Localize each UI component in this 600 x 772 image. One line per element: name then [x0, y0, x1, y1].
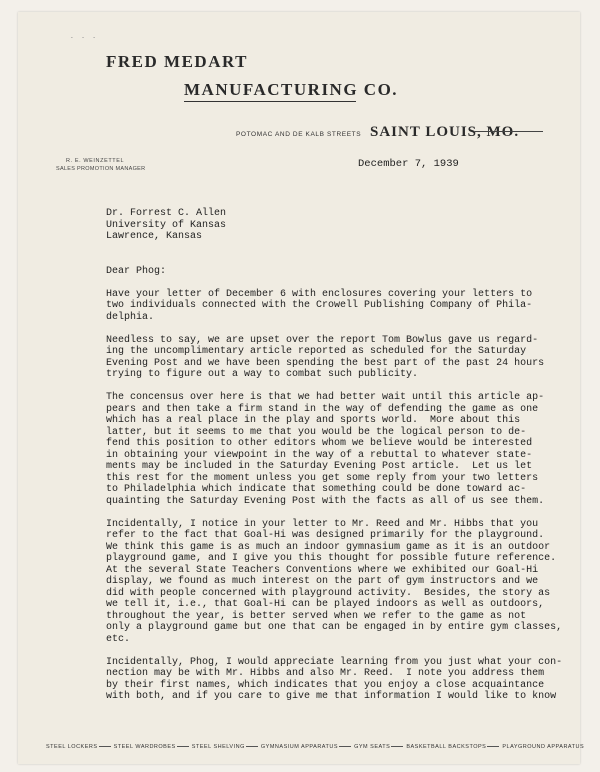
- address-line: Dr. Forrest C. Allen: [106, 208, 227, 219]
- paragraph-line: did with people concerned with playground activity. Besides, the story as: [106, 587, 551, 599]
- paragraph-line: two individuals connected with the Crowell Publishing Company of Phila-: [106, 300, 533, 311]
- footer-item: GYMNASIUM APPARATUS: [260, 744, 339, 750]
- letter-date: December 7, 1939: [358, 158, 459, 170]
- paragraph-line: only a playground game but one that can be engaged in by entire gym classes,: [106, 622, 563, 633]
- paragraph-line: we tell it, i.e., that Goal-Hi can be played indoors as well as outdoors,: [106, 599, 545, 610]
- paragraph-line: quainting the Saturday Evening Post with the facts as all of us see them.: [106, 495, 545, 507]
- paragraph-line: trying to figure out a way to combat such publicity.: [106, 369, 419, 380]
- paragraph-line: pears and then take a firm stand in the way of defending the game as one: [106, 403, 539, 415]
- paragraph-line: delphia.: [106, 311, 155, 323]
- salutation: Dear Phog:: [106, 265, 167, 277]
- paragraph-line: ing the uncomplimentary article reported as scheduled for the Saturday: [106, 346, 527, 357]
- paragraph-line: fend this position to other editors whom we believe would be interested: [106, 438, 533, 449]
- city-name: SAINT LOUIS, MO.: [370, 124, 520, 140]
- letterhead-rule: [184, 101, 356, 102]
- company-name-line2: MANUFACTURING CO.: [184, 80, 399, 99]
- paragraph-line: Incidentally, I notice in your letter to Mr. Reed and Mr. Hibbs that you: [106, 518, 539, 530]
- street-address: POTOMAC AND DE KALB STREETS: [236, 131, 362, 138]
- paragraph-line: by their first names, which indicates that you enjoy a close acquaintance: [106, 679, 545, 691]
- address-line: University of Kansas: [106, 219, 227, 231]
- paragraph-line: refer to the fact that Goal-Hi was designed primarily for the playground.: [106, 530, 545, 541]
- paragraph-line: in obtaining your viewpoint in the way of a rebuttal to whatever state-: [106, 449, 533, 461]
- paragraph-line: latter, but it seems to me that you would be the logical person to de-: [106, 426, 527, 438]
- signatory-name: R. E. WEINZETTEL: [66, 158, 125, 164]
- paragraph-line: The concensus over here is that we had better wait until this article ap-: [106, 392, 545, 403]
- address-line: Lawrence, Kansas: [106, 231, 203, 242]
- letter-sheet: [18, 12, 585, 764]
- corner-marks: - - -: [70, 34, 99, 41]
- paragraph-line: Incidentally, Phog, I would appreciate learning from you just what your con-: [106, 656, 563, 668]
- paragraph-line: nection may be with Mr. Hibbs and also Mr. Reed. I note you address them: [106, 668, 545, 679]
- paragraph-line: Needless to say, we are upset over the report Tom Bowlus gave us regard-: [106, 334, 539, 346]
- paragraph-line: Evening Post and we have been spending the best part of the past 24 hours: [106, 357, 545, 369]
- paragraph-line: with both, and if you care to give me that information I would like to know: [106, 691, 557, 702]
- paragraph-line: to Philadelphia which indicate that something could be done toward ac-: [106, 484, 527, 495]
- paragraph-line: throughout the year, is better served when we refer to the game as not: [106, 610, 527, 622]
- paragraph-line: We think this game is as much an indoor gymnasium game as it is an outdoor: [106, 541, 551, 553]
- paragraph-line: playground game, and I give you this thought for possible future reference.: [106, 553, 557, 564]
- footer-item: PLAYGROUND APPARATUS: [502, 744, 585, 750]
- footer-item: BASKETBALL BACKSTOPS: [406, 744, 487, 750]
- footer-item: STEEL WARDROBES: [113, 744, 176, 750]
- paragraph-line: etc.: [106, 633, 131, 645]
- paragraph-line: ments may be included in the Saturday Evening Post article. Let us let: [106, 461, 533, 472]
- paragraph-line: which has a real place in the play and sports world. More about this: [106, 415, 521, 426]
- paragraph-line: Have your letter of December 6 with enclosures covering your letters to: [106, 288, 533, 300]
- footer-item: STEEL SHELVING: [191, 744, 245, 750]
- footer-item: GYM SEATS: [354, 744, 391, 750]
- paragraph-line: display, we found as much interest on the part of gym instructors and we: [106, 576, 539, 587]
- paragraph-line: At the several State Teachers Conventions where we exhibited our Goal-Hi: [106, 564, 539, 576]
- signatory-title: SALES PROMOTION MANAGER: [56, 166, 146, 172]
- product-footer: [46, 744, 585, 750]
- paragraph-line: this rest for the moment unless you get some reply from your two letters: [106, 472, 539, 484]
- letter-body: [106, 208, 563, 703]
- company-name-line1: FRED MEDART: [106, 52, 248, 71]
- footer-item: STEEL LOCKERS: [46, 744, 98, 750]
- city-rule: [475, 131, 543, 132]
